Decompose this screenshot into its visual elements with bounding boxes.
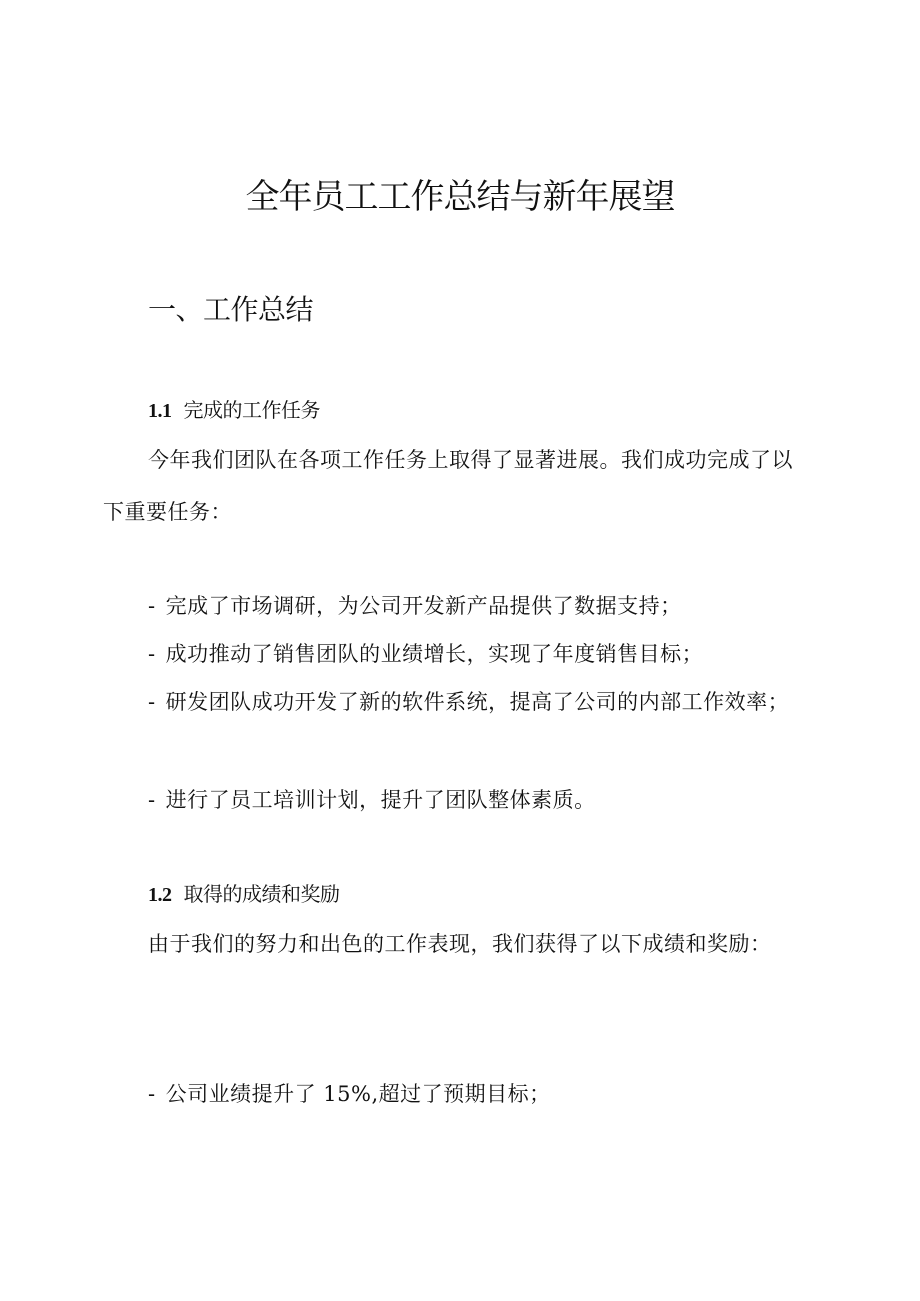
list-item [103,676,803,728]
list-item-text: 成功推动了销售团队的业绩增长，实现了年度销售目标； [165,642,704,666]
list-item [103,774,803,826]
section-heading-work-summary: 一、工作总结 [148,293,314,326]
subsection-heading-completed-tasks [148,394,320,427]
subsection-number: 1.1 [148,400,172,422]
list-item-text: 进行了员工培训计划，提升了团队整体素质。 [165,788,596,812]
bullet-dash: - [148,690,156,714]
list-item [103,628,803,680]
bullet-dash: - [148,788,156,812]
list-item-text: 公司业绩提升了 15%,超过了预期目标； [165,1082,551,1106]
subsection-title: 取得的成绩和奖励 [183,882,340,906]
list-item-text: 完成了市场调研，为公司开发新产品提供了数据支持； [165,594,682,618]
list-item [103,1068,803,1120]
bullet-dash: - [148,594,156,618]
list-item-text: 研发团队成功开发了新的软件系统，提高了公司的内部工作效率； [165,690,790,714]
list-item [103,580,803,632]
paragraph-completed-tasks-intro: 今年我们团队在各项工作任务上取得了显著进展。我们成功完成了以下重要任务： [103,448,793,524]
subsection-number: 1.2 [148,884,172,906]
subsection-heading-achievements [148,878,340,911]
subsection-title: 完成的工作任务 [183,398,320,422]
bullet-dash: - [148,642,156,666]
bullet-dash: - [148,1082,156,1106]
document-title: 全年员工工作总结与新年展望 [245,177,675,217]
paragraph-achievements-intro: 由于我们的努力和出色的工作表现，我们获得了以下成绩和奖励： [148,932,772,956]
